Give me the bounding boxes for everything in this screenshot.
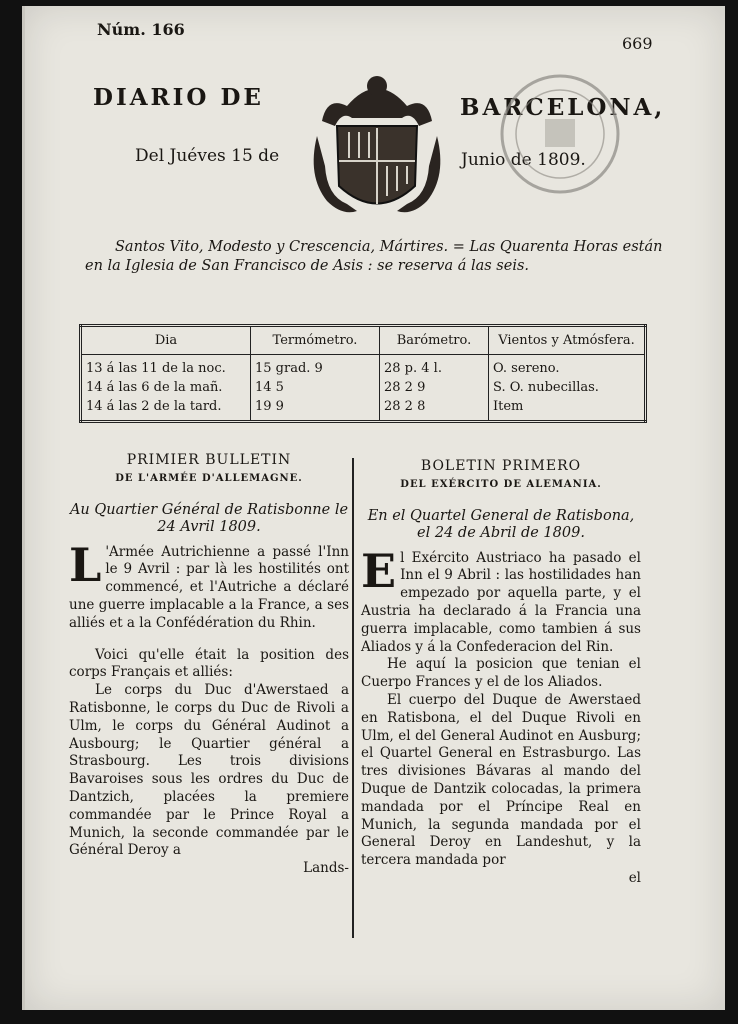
- spanish-paragraph-1-text: l Exército Austriaco ha pasado el Inn el 9 Abril : las hostilidades han empezado por aquella parte, y el Austria ha declarado á la Francia una guerra implacable, como tambien á sus Aliados y á la Confederacion del Rin.: [361, 549, 641, 655]
- french-dropcap: L: [69, 537, 102, 592]
- weather-header-thermometer: Termómetro.: [251, 326, 380, 355]
- weather-cell: 14 á las 6 de la mañ.: [81, 378, 251, 397]
- coat-of-arms-icon: [307, 66, 447, 226]
- masthead-title-left: DIARIO DE: [93, 84, 264, 111]
- weather-row: [81, 355, 646, 379]
- saints-notice: Santos Vito, Modesto y Crescencia, Mártires. = Las Quarenta Horas están en la Iglesia de San Francisco de Asis : se reserva á las seis.: [85, 239, 663, 274]
- weather-cell: Item: [489, 397, 646, 422]
- newspaper-page: [22, 6, 725, 1010]
- spanish-heading: BOLETIN PRIMERO: [420, 458, 582, 474]
- french-paragraph-3: Le corps du Duc d'Awerstaed a Ratisbonne, le corps du Duc de Rivoli a Ulm, le corps du Général Audinot a Ausbourg; le Quartier général a Strasbourg. Les trois divisions Bavaroises sous les ordres du Duc de Dantzich, placées la premiere commandée par le Prince Royal a Munich, la seconde commandée par le Général Deroy a: [69, 682, 349, 859]
- date-left: Del Juéves 15 de: [135, 146, 280, 166]
- weather-cell: 14 á las 2 de la tard.: [81, 397, 251, 422]
- spanish-paragraph-3: El cuerpo del Duque de Awerstaed en Ratisbona, el del Duque Rivoli en Ulm, el del General Audinot en Ausburg; el Quartel General en Estrasburgo. Las tres divisiones Bávaras al mando del Duque de Dantzik colocadas, la primera mandada por el Príncipe Real en Munich, la segunda mandada por el General Deroy en Landeshut, y la tercera mandada por: [361, 691, 641, 869]
- weather-cell: S. O. nubecillas.: [489, 378, 646, 397]
- weather-header-winds: Vientos y Atmósfera.: [489, 326, 646, 355]
- library-stamp-icon: [495, 64, 625, 204]
- french-heading: PRIMIER BULLETIN: [126, 452, 292, 468]
- weather-row: [81, 397, 646, 422]
- spanish-catchword: el: [628, 869, 641, 886]
- weather-cell: 28 2 9: [380, 378, 489, 397]
- issue-number: Núm. 166: [97, 20, 185, 39]
- weather-row: [81, 378, 646, 397]
- page-number: 669: [622, 34, 653, 53]
- french-column: [69, 452, 349, 878]
- masthead-title-right: BARCELONA,: [460, 94, 666, 121]
- weather-cell: 13 á las 11 de la noc.: [81, 355, 251, 379]
- weather-cell: 19 9: [251, 397, 380, 422]
- spanish-subheading: DEL EXÉRCITO DE ALEMANIA.: [400, 478, 602, 490]
- weather-cell: 15 grad. 9: [251, 355, 380, 379]
- french-subheading: DE L'ARMÉE D'ALLEMAGNE.: [115, 472, 303, 484]
- column-divider: [352, 458, 354, 938]
- weather-cell: O. sereno.: [489, 355, 646, 379]
- weather-header-barometer: Barómetro.: [380, 326, 489, 355]
- spanish-dateline: En el Quartel General de Ratisbona, el 24 de Abril de 1809.: [367, 507, 635, 541]
- french-dateline: Au Quartier Général de Ratisbonne le 24 Avril 1809.: [69, 501, 349, 535]
- weather-header-row: [81, 326, 646, 355]
- date-right: Junio de 1809.: [461, 150, 586, 170]
- french-paragraph-1: [69, 537, 349, 633]
- weather-cell: 28 p. 4 l.: [380, 355, 489, 379]
- spanish-column: [361, 458, 641, 888]
- weather-table: [79, 324, 647, 423]
- weather-header-day: Dia: [81, 326, 251, 355]
- weather-cell: 14 5: [251, 378, 380, 397]
- spanish-dropcap: E: [361, 543, 397, 598]
- spanish-paragraph-2: He aquí la posicion que tenian el Cuerpo Frances y el de los Aliados.: [361, 656, 641, 691]
- french-paragraph-2: Voici qu'elle était la position des corps Français et alliés:: [69, 646, 349, 681]
- french-catchword: Lands-: [303, 860, 349, 877]
- weather-cell: 28 2 8: [380, 397, 489, 422]
- french-paragraph-1-text: 'Armée Autrichienne a passé l'Inn le 9 Avril : par là les hostilités ont commencé, et l'Autriche a déclaré une guerre implacable a la France, a ses alliés et a la Confédération du Rhin.: [69, 543, 349, 631]
- spanish-paragraph-1: [361, 543, 641, 657]
